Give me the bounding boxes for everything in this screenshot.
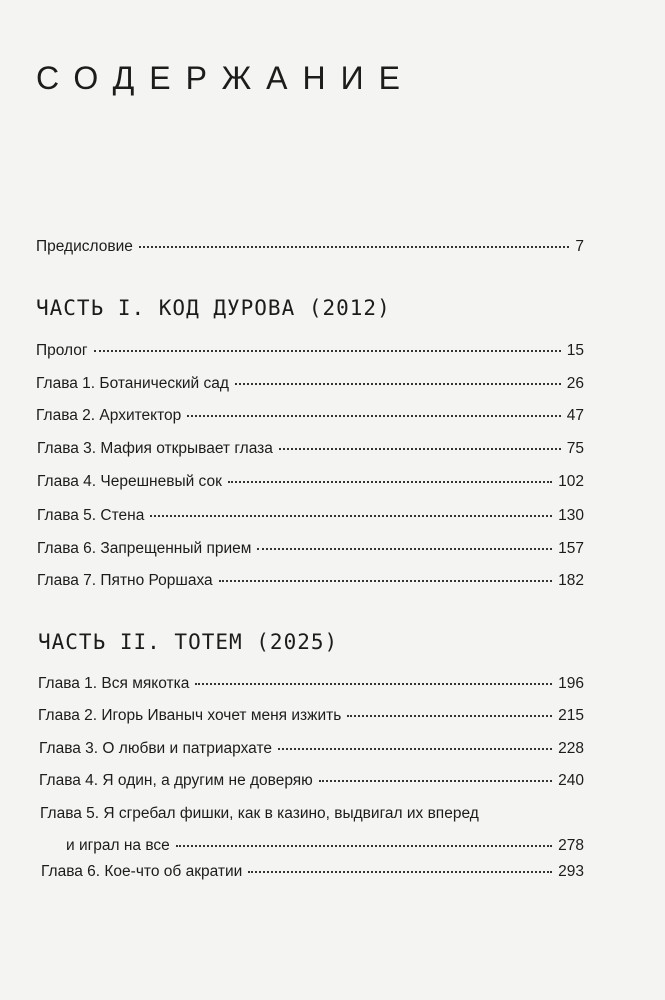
dot-leader: [176, 845, 552, 847]
toc-entry-page: 228: [558, 740, 584, 757]
dot-leader: [257, 547, 552, 550]
toc-entry-page: 157: [558, 540, 584, 557]
toc-entry-title: Глава 3. Мафия открывает глаза: [37, 440, 273, 457]
toc-entry-page: 102: [558, 473, 584, 490]
toc-entry-page: 7: [575, 238, 584, 255]
toc-entry-title-line-2: и играл на все: [66, 837, 170, 854]
toc-entry-page: 15: [566, 342, 584, 359]
dot-leader: [319, 779, 552, 782]
toc-entry-page: 196: [558, 675, 584, 692]
toc-entry-title: Глава 2. Игорь Иваныч хочет меня изжить: [38, 707, 342, 724]
dot-leader: [195, 682, 552, 685]
toc-entry[interactable]: [37, 539, 584, 559]
toc-entry-title: Глава 4. Я один, а другим не доверяю: [39, 772, 313, 789]
part-heading-2: ЧАСТЬ II. ТОТЕМ (2025): [38, 630, 339, 654]
dot-leader: [187, 414, 560, 417]
toc-entry-title: Глава 1. Вся мякотка: [38, 675, 190, 692]
toc-entry-page: 26: [566, 375, 584, 392]
toc-entry[interactable]: [39, 771, 584, 791]
toc-entry-title: Глава 3. О любви и патриархате: [39, 740, 272, 757]
toc-entry-page: 293: [558, 863, 584, 880]
toc-entry[interactable]: [39, 739, 584, 759]
toc-entry-page: 278: [558, 837, 584, 854]
dot-leader: [279, 447, 561, 450]
toc-entry-title: Глава 6. Кое-что об акратии: [41, 863, 243, 880]
toc-entry-page: 130: [558, 507, 584, 524]
toc-entry-title: Глава 2. Архитектор: [36, 407, 182, 424]
toc-entry-title: Глава 4. Черешневый сок: [37, 473, 222, 490]
dot-leader: [150, 514, 552, 517]
toc-entry-title: Глава 5. Стена: [37, 507, 145, 524]
dot-leader: [278, 747, 552, 750]
toc-entry[interactable]: [37, 439, 584, 459]
dot-leader: [235, 382, 561, 385]
dot-leader: [248, 870, 552, 873]
dot-leader: [94, 349, 561, 352]
dot-leader: [139, 245, 570, 248]
toc-entry-title: Пролог: [36, 342, 88, 359]
toc-entry[interactable]: [37, 472, 584, 492]
toc-entry-page: 47: [566, 407, 584, 424]
toc-entry-page: 240: [558, 772, 584, 789]
toc-entry-page: 182: [558, 572, 584, 589]
toc-entry[interactable]: [41, 862, 584, 882]
toc-entry[interactable]: [37, 571, 584, 591]
part-heading-1: ЧАСТЬ I. КОД ДУРОВА (2012): [36, 296, 391, 320]
dot-leader: [347, 714, 552, 717]
toc-entry-title-line-1: Глава 5. Я сгребал фишки, как в казино, выдвигал их вперед: [40, 805, 479, 822]
toc-entry[interactable]: [37, 506, 584, 526]
toc-entry[interactable]: [36, 406, 584, 426]
toc-entry-preface[interactable]: [36, 237, 584, 257]
toc-entry[interactable]: [38, 706, 584, 726]
toc-entry[interactable]: [38, 674, 584, 694]
toc-entry-title: Глава 7. Пятно Роршаха: [37, 572, 213, 589]
toc-entry[interactable]: [40, 804, 584, 856]
toc-entry-title: Глава 1. Ботанический сад: [36, 375, 229, 392]
page-title: СОДЕРЖАНИЕ: [36, 60, 415, 96]
toc-entry-page: 215: [558, 707, 584, 724]
dot-leader: [228, 480, 552, 483]
dot-leader: [219, 579, 552, 582]
toc-entry[interactable]: [36, 341, 584, 361]
toc-entry-title: Глава 6. Запрещенный прием: [37, 540, 252, 557]
toc-entry[interactable]: [36, 374, 584, 394]
toc-entry-title: Предисловие: [36, 238, 133, 255]
toc-entry-page: 75: [566, 440, 584, 457]
